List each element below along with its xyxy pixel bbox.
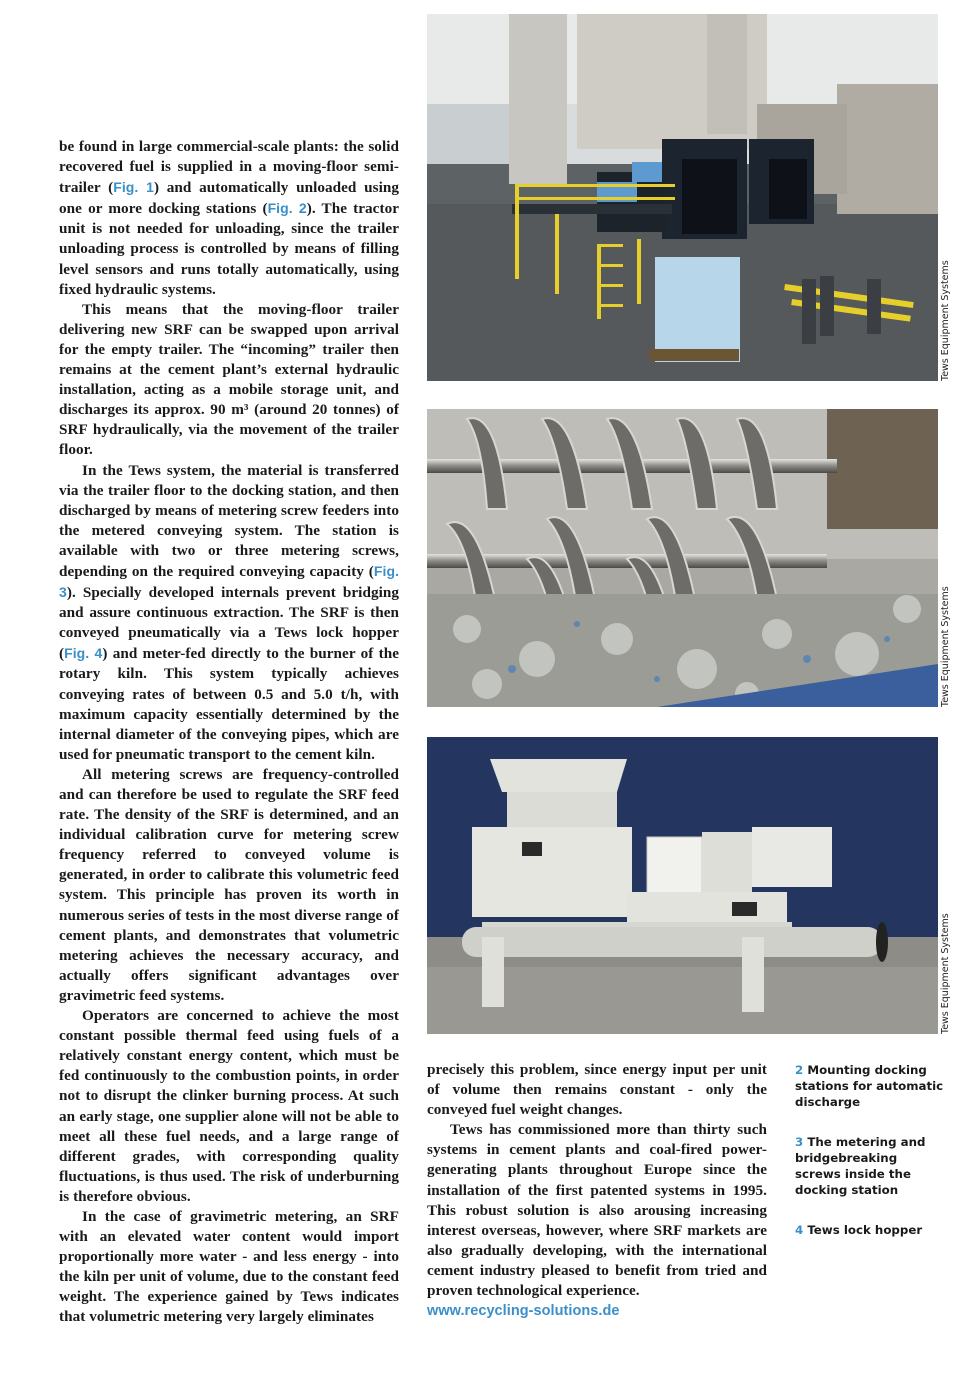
photo-credit: Tews Equipment Systems bbox=[940, 260, 951, 381]
paragraph-text: ) and meter-fed directly to the burner of the rotary kiln. This system typically achieves conveying rates of between 0.5 and 5.0 t/h, with maximum capacity essentially determined by the internal diameter of the conveying pipes, which are used for pneumatic transport to the cement kiln. bbox=[59, 645, 400, 763]
paragraph-text: This means that the moving-floor trailer delivering new SRF can be swapped upon arrival for the empty trailer. The “incoming” trailer then remains at the cement plant’s external hydraulic installation, acting as a mobile storage unit, and discharges its approx. 90 m³ (around 20 tonnes) of SRF hydraulically, via the movement of the trailer floor. bbox=[59, 300, 399, 459]
caption-text: Tews lock hopper bbox=[807, 1223, 923, 1237]
photo-metering-screws bbox=[427, 409, 938, 707]
figure-reference-link[interactable]: Fig. 3 bbox=[59, 562, 399, 601]
paragraph-text: ). The tractor unit is not needed for unloading, since the trailer unloading process is controlled by means of filling level sensors and runs totally automatically, using fixed hydraulic systems. bbox=[59, 200, 400, 298]
paragraph-text: be found in large commercial-scale plants: the solid recovered fuel is supplied in a moving-floor semi-trailer ( bbox=[59, 138, 399, 197]
figure-reference-link[interactable]: Fig. 2 bbox=[267, 200, 307, 217]
middle-text-column bbox=[427, 1060, 767, 1321]
caption-fig-2 bbox=[795, 1062, 945, 1110]
caption-text: The metering and bridgebreaking screws inside the docking station bbox=[795, 1135, 926, 1197]
metering-screws-image bbox=[427, 409, 938, 707]
paragraph-text: precisely this problem, since energy input per unit of volume then remains constant - only the conveyed fuel weight changes. bbox=[427, 1061, 767, 1119]
paragraph bbox=[59, 765, 399, 1006]
photo-lock-hopper bbox=[427, 737, 938, 1034]
caption-number: 2 bbox=[795, 1063, 804, 1077]
paragraph-text: In the case of gravimetric metering, an SRF with an elevated water content would import proportionally more water - and less energy - into the kiln per unit of volume, due to the constant feed weight. The experience gained by Tews indicates that volumetric metering very largely eliminates bbox=[59, 1207, 399, 1326]
caption-number: 4 bbox=[795, 1223, 804, 1237]
figure-reference-link[interactable]: Fig. 1 bbox=[113, 179, 154, 196]
paragraph bbox=[427, 1060, 767, 1120]
docking-stations-image bbox=[427, 14, 938, 381]
figure-reference-link[interactable]: Fig. 4 bbox=[64, 645, 103, 662]
caption-fig-4 bbox=[795, 1222, 945, 1238]
figure-captions bbox=[795, 1062, 945, 1262]
photo-docking-stations bbox=[427, 14, 938, 381]
caption-number: 3 bbox=[795, 1135, 804, 1149]
paragraph-text: Operators are concerned to achieve the most constant possible thermal feed using fuels of a relatively constant energy content, which must be fed continuously to the combustion points, in order not to disrupt the clinker burning process. At such an early stage, one supplier alone will not be able to meet all these fuel needs, and a large range of different grades, with corresponding quality fluctuations, is thus used. The risk of underburning is therefore obvious. bbox=[59, 1007, 399, 1205]
paragraph-text: Tews has commissioned more than thirty such systems in cement plants and coal-fired power-generating plants throughout Europe since the installation of the first patented systems in 1995. This robust solution is also arousing increasing interest overseas, however, where SRF markets are also gradually developing, with the international cement industry pleased to benefit from tried and proven technological experience. bbox=[427, 1121, 767, 1300]
paragraph-text: ) and automatically unloaded using one or more docking stations ( bbox=[59, 179, 399, 218]
paragraph bbox=[59, 300, 399, 461]
paragraph bbox=[59, 1006, 399, 1207]
paragraph bbox=[427, 1120, 767, 1301]
caption-text: Mounting docking stations for automatic discharge bbox=[795, 1063, 944, 1109]
paragraph bbox=[59, 461, 399, 765]
photo-credit: Tews Equipment Systems bbox=[940, 586, 951, 707]
lock-hopper-image bbox=[427, 737, 938, 1034]
paragraph bbox=[59, 1207, 399, 1328]
website-link[interactable]: www.recycling-solutions.de bbox=[427, 1303, 620, 1320]
paragraph-text: In the Tews system, the material is transferred via the trailer floor to the docking station, and then discharged by means of metering screw feeders into the metered conveying system. The station is available with two or three metering screws, depending on the required conveying capacity ( bbox=[59, 461, 399, 580]
paragraph bbox=[59, 137, 399, 300]
left-text-column bbox=[59, 137, 399, 1328]
paragraph-text: All metering screws are frequency-controlled and can therefore be used to regulate the SRF feed rate. The density of the SRF is determined, and an individual calibration curve for metering screw frequency referred to conveyed volume is generated, in order to calibrate this volumetric feed system. This principle has proven its worth in numerous series of tests in the most diverse range of cement plants, and demonstrates that volumetric metering achieves the necessary accuracy, and actually offers significant advantages over gravimetric feed systems. bbox=[59, 765, 399, 1004]
paragraph-text: ). Specially developed internals prevent bridging and assure continuous extraction. The SRF is then conveyed pneumatically via a Tews lock hopper ( bbox=[59, 584, 399, 663]
caption-fig-3 bbox=[795, 1134, 945, 1198]
photo-credit: Tews Equipment Systems bbox=[940, 913, 951, 1034]
